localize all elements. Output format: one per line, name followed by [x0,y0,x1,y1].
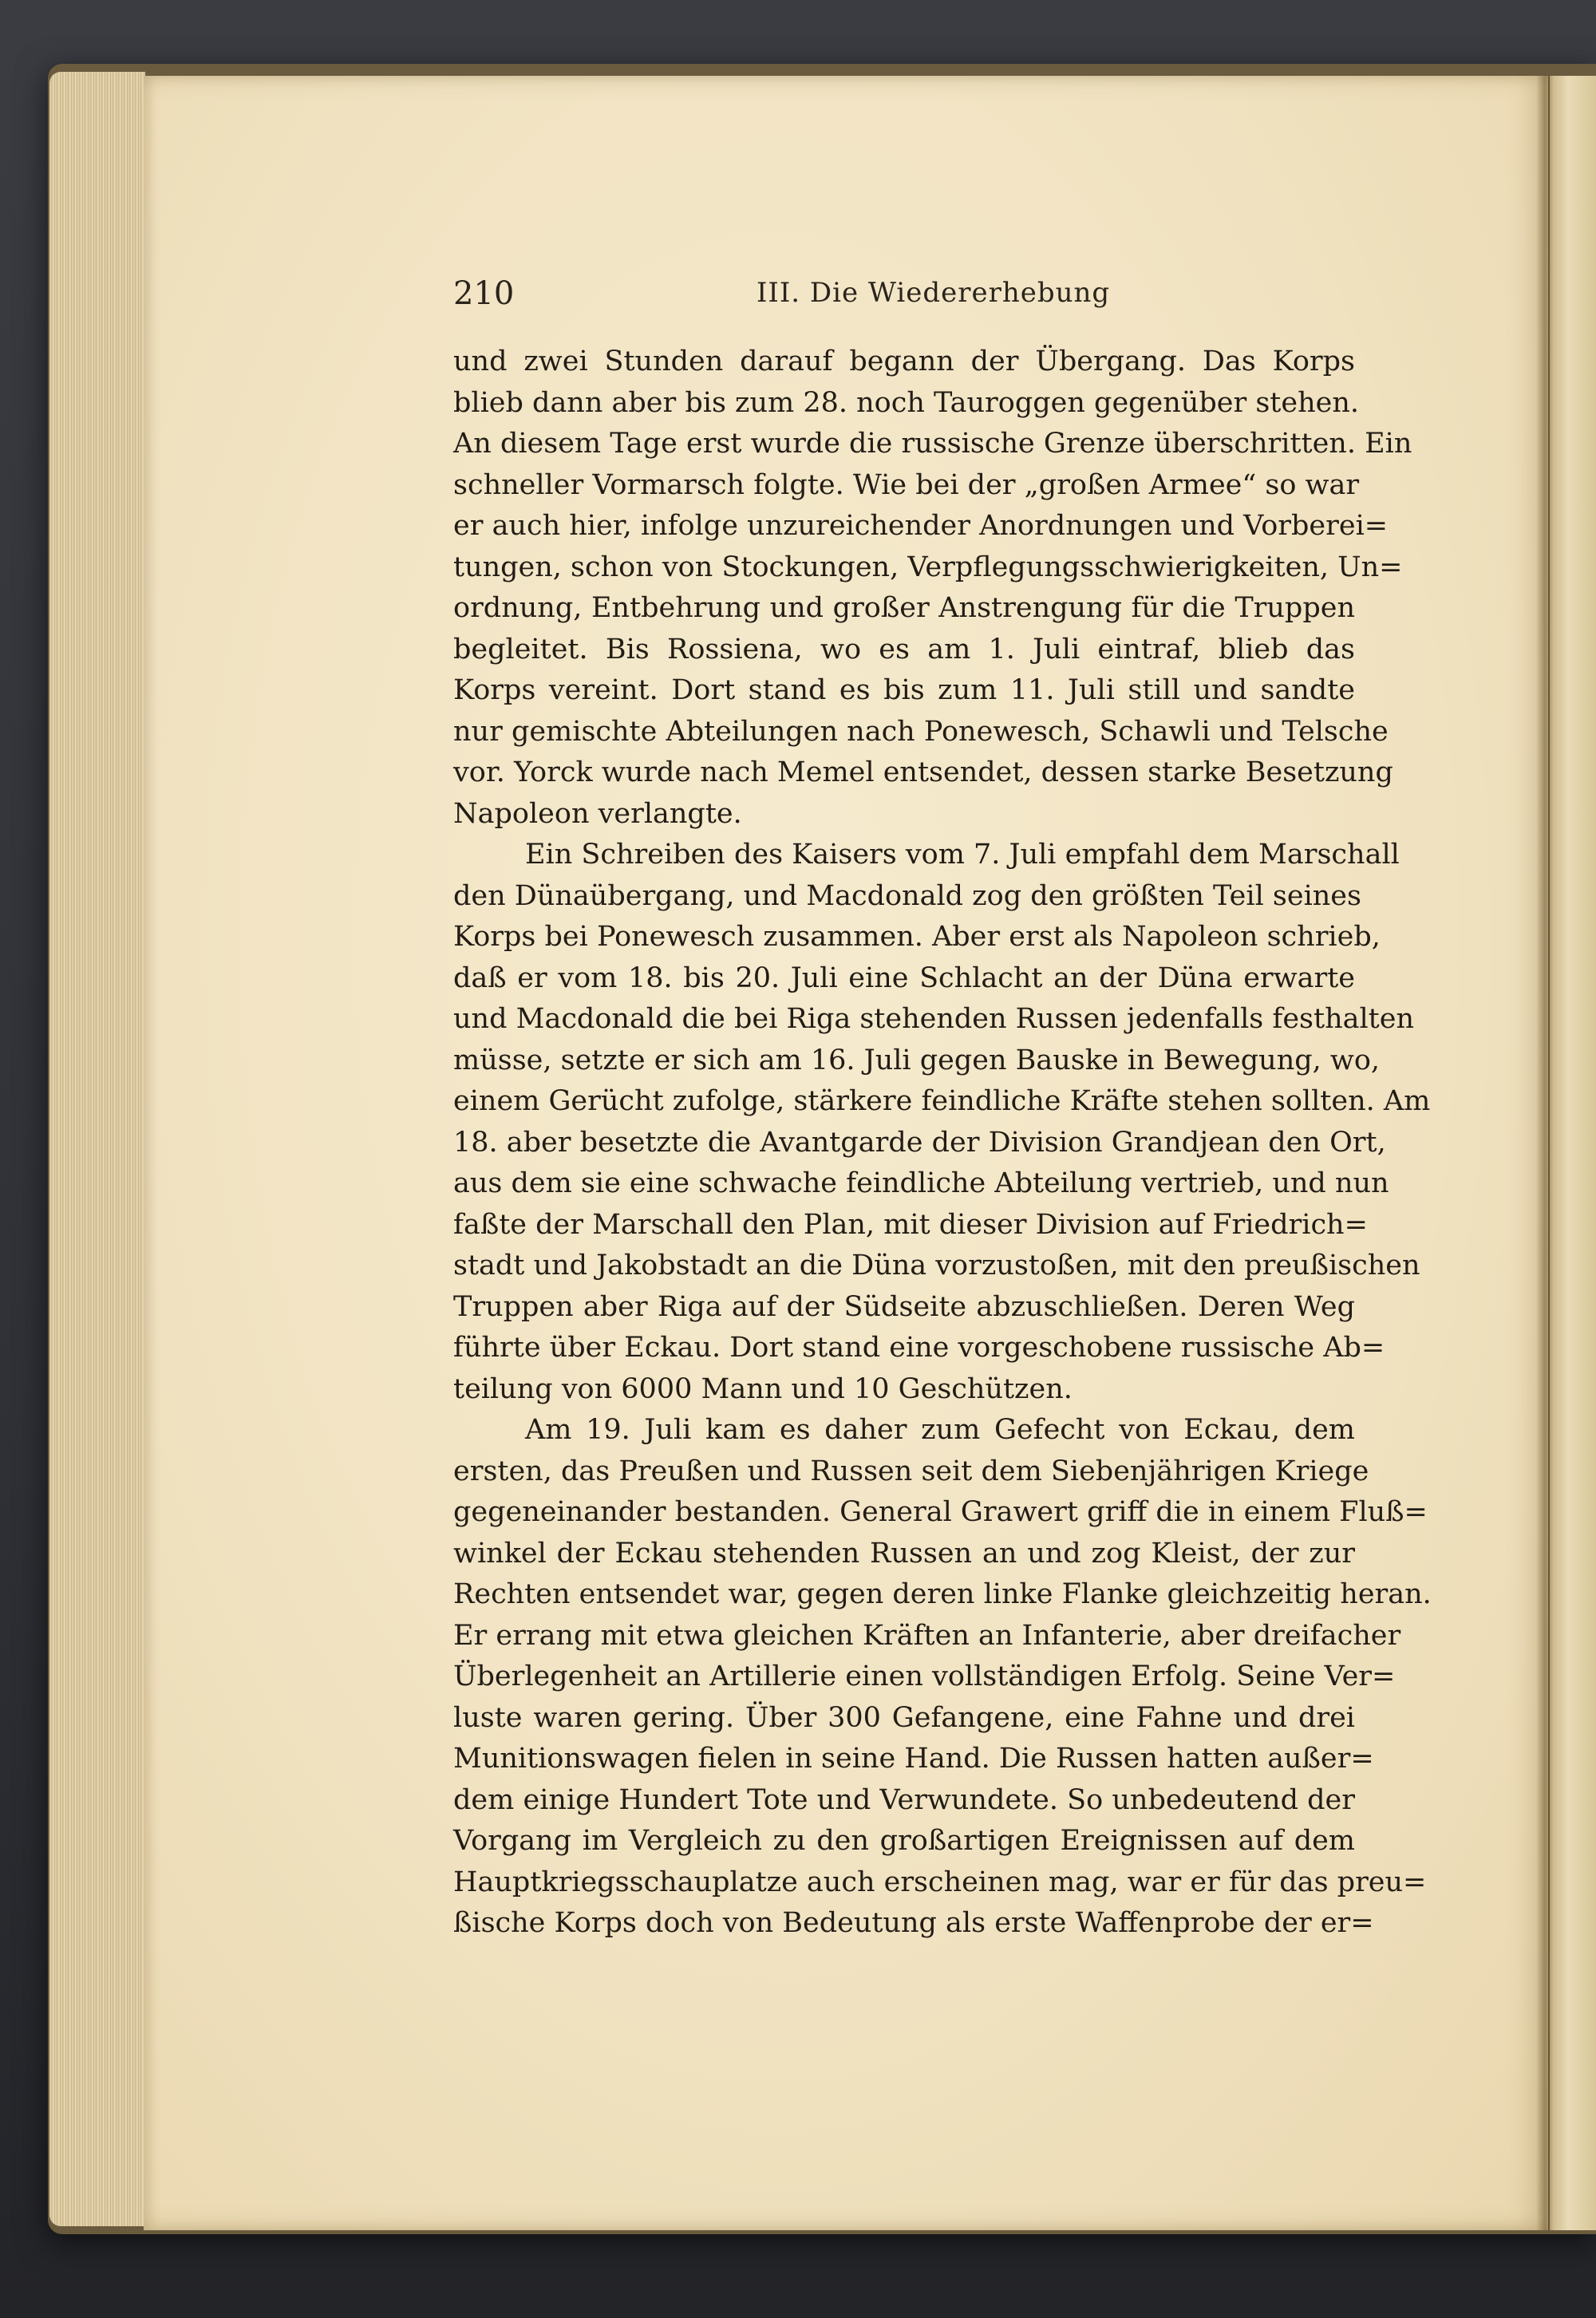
text-line: Korps bei Ponewesch zusammen. Aber erst als Napoleon schrieb, [453,921,1381,953]
text-line: dem einige Hundert Tote und Verwundete. So unbedeutend der [453,1783,1355,1816]
text-line: führte über Eckau. Dort stand eine vorgeschobene russische Ab= [453,1332,1385,1364]
text-line: daß er vom 18. bis 20. Juli eine Schlacht an der Düna erwarte [453,962,1355,994]
text-line: vor. Yorck wurde nach Memel entsendet, dessen starke Besetzung [453,756,1393,788]
text-line: blieb dann aber bis zum 28. noch Tauroggen gegenüber stehen. [453,386,1359,419]
paragraph [453,342,1412,835]
paragraph [453,835,1431,1410]
text-line: An diesem Tage erst wurde die russische Grenze überschritten. Ein [453,428,1412,460]
running-head: III. Die Wiedererhebung [757,277,1111,309]
paragraph [453,1410,1432,1945]
text-line: begleitet. Bis Rossiena, wo es am 1. Juli eintraf, blieb das [453,633,1355,665]
book-gutter [1536,76,1554,2230]
text-line: Munitionswagen fielen in seine Hand. Die Russen hatten außer= [453,1743,1374,1775]
text-line: gegeneinander bestanden. General Grawert griff die in einem Fluß= [453,1496,1428,1528]
text-line: Korps vereint. Dort stand es bis zum 11. Juli still und sandte [453,674,1355,706]
text-line: und Macdonald die bei Riga stehenden Russen jedenfalls festhalten [453,1003,1414,1035]
text-line: Truppen aber Riga auf der Südseite abzuschließen. Deren Weg [453,1290,1355,1323]
text-line: Überlegenheit an Artillerie einen vollständigen Erfolg. Seine Ver= [453,1661,1396,1692]
text-line: stadt und Jakobstadt an die Düna vorzustoßen, mit den preußischen [453,1250,1420,1281]
text-line: Vorgang im Vergleich zu den großartigen Ereignissen auf dem [453,1825,1355,1857]
text-line: ßische Korps doch von Bedeutung als erste Waffenprobe der er= [453,1907,1374,1939]
text-line: den Dünaübergang, und Macdonald zog den größten Teil seines [453,879,1361,912]
text-line: Am 19. Juli kam es daher zum Gefecht von Eckau, dem [525,1414,1355,1446]
text-line: tungen, schon von Stockungen, Verpflegungsschwierigkeiten, Un= [453,551,1403,583]
text-line: Er errang mit etwa gleichen Kräften an Infanterie, aber dreifacher [453,1619,1401,1652]
text-line: faßte der Marschall den Plan, mit dieser Division auf Friedrich= [453,1208,1368,1241]
text-line: einem Gerücht zufolge, stärkere feindliche Kräfte stehen sollten. Am [453,1085,1431,1117]
text-line: Hauptkriegsschauplatze auch erscheinen mag, war er für das preu= [453,1866,1427,1898]
facing-page-edge [1550,76,1596,2230]
text-line: und zwei Stunden darauf begann der Übergang. Das Korps [453,346,1355,377]
text-line: müsse, setzte er sich am 16. Juli gegen Bauske in Bewegung, wo, [453,1044,1381,1076]
text-line: ordnung, Entbehrung und großer Anstrengung für die Truppen [453,592,1355,624]
page-number: 210 [453,275,515,312]
page-edges [49,72,145,2226]
text-line: teilung von 6000 Mann und 10 Geschützen. [453,1372,1073,1405]
text-line: winkel der Eckau stehenden Russen an und zog Kleist, der zur [453,1537,1355,1570]
text-line: schneller Vormarsch folgte. Wie bei der „großen Armee“ so war [453,468,1360,501]
text-line: Napoleon verlangte. [453,797,742,830]
body-text [453,342,1432,1945]
text-line: nur gemischte Abteilungen nach Ponewesch, Schawli und Telsche [453,715,1389,748]
text-line: Ein Schreiben des Kaisers vom 7. Juli empfahl dem Marschall [525,839,1400,871]
text-line: luste waren gering. Über 300 Gefangene, eine Fahne und drei [453,1701,1355,1734]
text-line: 18. aber besetzte die Avantgarde der Division Grandjean den Ort, [453,1126,1386,1159]
text-line: er auch hier, infolge unzureichender Anordnungen und Vorberei= [453,510,1389,542]
text-line: aus dem sie eine schwache feindliche Abteilung vertrieb, und nun [453,1167,1389,1199]
page-header [453,275,1355,323]
text-line: ersten, das Preußen und Russen seit dem Siebenjährigen Kriege [453,1455,1369,1487]
text-line: Rechten entsendet war, gegen deren linke Flanke gleichzeitig heran. [453,1578,1432,1610]
